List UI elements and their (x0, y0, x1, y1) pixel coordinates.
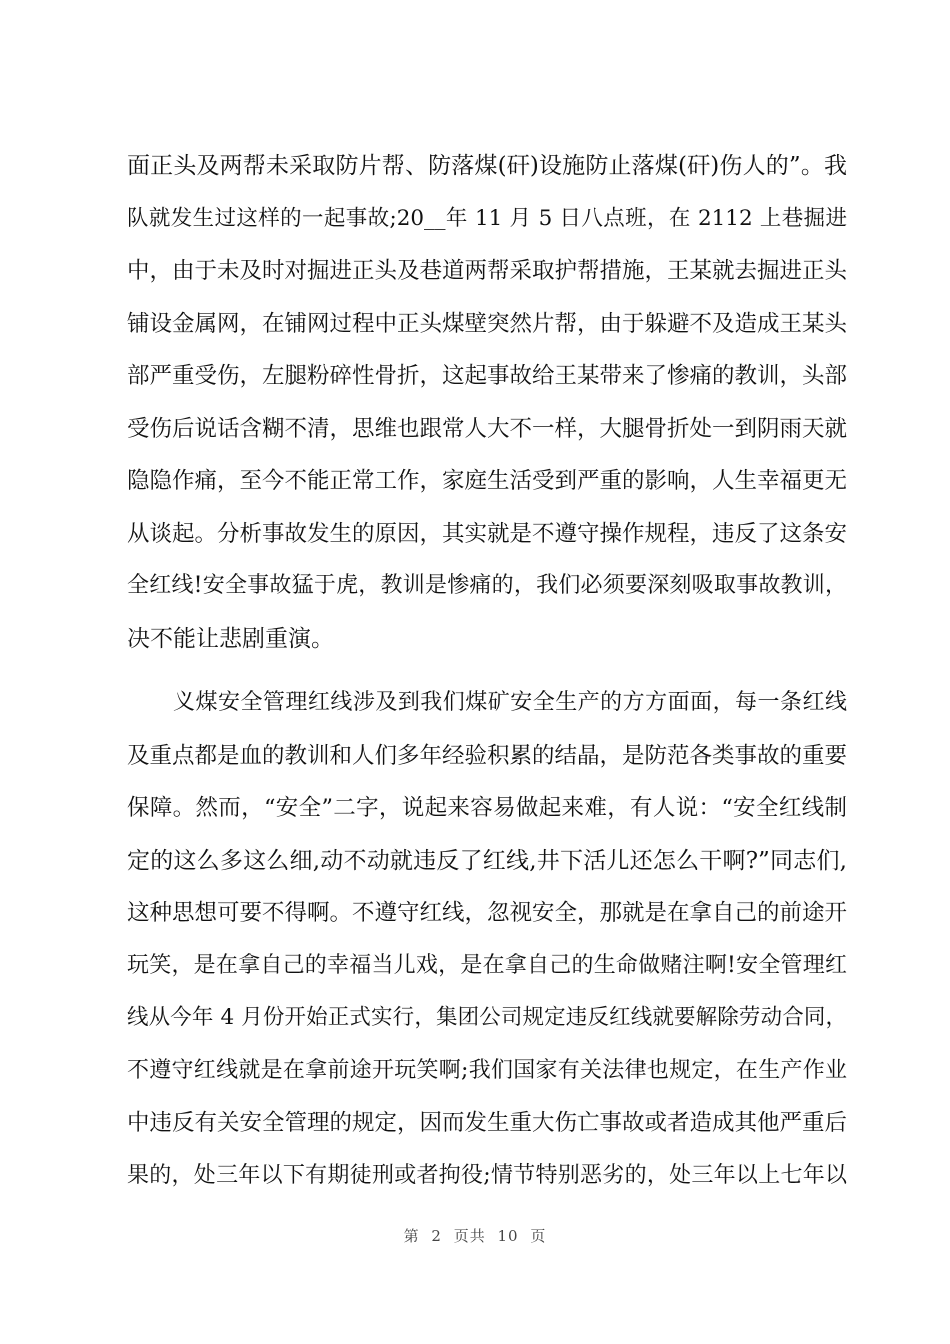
paragraph-spacer (127, 665, 847, 677)
text-line: 这种思想可要不得啊。不遵守红线，忽视安全，那就是在拿自己的前途开 (127, 900, 848, 926)
text-line: 隐隐作痛，至今不能正常工作，家庭生活受到严重的影响，人生幸福更无 (127, 468, 848, 494)
text-line: 面正头及两帮未采取防片帮、防落煤(矸)设施防止落煤(矸)伤人的”。我 (127, 153, 847, 179)
text-line: 线从今年 4 月份开始正式实行，集团公司规定违反红线就要解除劳动合同， (127, 1005, 847, 1030)
text-line: 中，由于未及时对掘进正头及巷道两帮采取护帮措施，王某就去掘进正头 (127, 258, 848, 284)
body-text (127, 140, 847, 1202)
text-line: 部严重受伤，左腿粉碎性骨折，这起事故给王某带来了惨痛的教训，头部 (127, 363, 848, 389)
text-line: 全红线!安全事故猛于虎，教训是惨痛的，我们必须要深刻吸取事故教训， (127, 573, 847, 598)
text-line: 定的这么多这么细,动不动就违反了红线,井下活儿还怎么干啊?”同志们, (127, 847, 847, 874)
page-number-footer: 第 2 页共 10 页 (403, 1227, 547, 1245)
text-line: 果的，处三年以下有期徒刑或者拘役;情节特别恶劣的，处三年以上七年以 (127, 1162, 847, 1188)
text-line: 铺设金属网，在铺网过程中正头煤壁突然片帮，由于躲避不及造成王某头 (127, 310, 848, 337)
text-line: 决不能让悲剧重演。 (127, 625, 334, 652)
text-line: 不遵守红线就是在拿前途开玩笑啊;我们国家有关法律也规定，在生产作业 (127, 1057, 847, 1083)
text-line: 队就发生过这样的一起事故;20__年 11 月 5 日八点班，在 2112 上巷掘进 (127, 205, 847, 231)
paragraph-1 (127, 140, 847, 665)
text-line: 义煤安全管理红线涉及到我们煤矿安全生产的方方面面，每一条红线 (173, 690, 847, 715)
text-line: 及重点都是血的教训和人们多年经验积累的结晶，是防范各类事故的重要 (127, 742, 848, 769)
text-line: 中违反有关安全管理的规定，因而发生重大伤亡事故或者造成其他严重后 (127, 1110, 848, 1136)
text-line: 保障。然而，“安全”二字，说起来容易做起来难，有人说：“安全红线制 (127, 795, 847, 821)
text-line: 从谈起。分析事故发生的原因，其实就是不遵守操作规程，违反了这条安 (127, 520, 848, 547)
text-line: 受伤后说话含糊不清，思维也跟常人大不一样，大腿骨折处一到阴雨天就 (127, 415, 848, 442)
text-line: 玩笑，是在拿自己的幸福当儿戏，是在拿自己的生命做赌注啊!安全管理红 (127, 952, 847, 978)
paragraph-2 (127, 677, 847, 1202)
